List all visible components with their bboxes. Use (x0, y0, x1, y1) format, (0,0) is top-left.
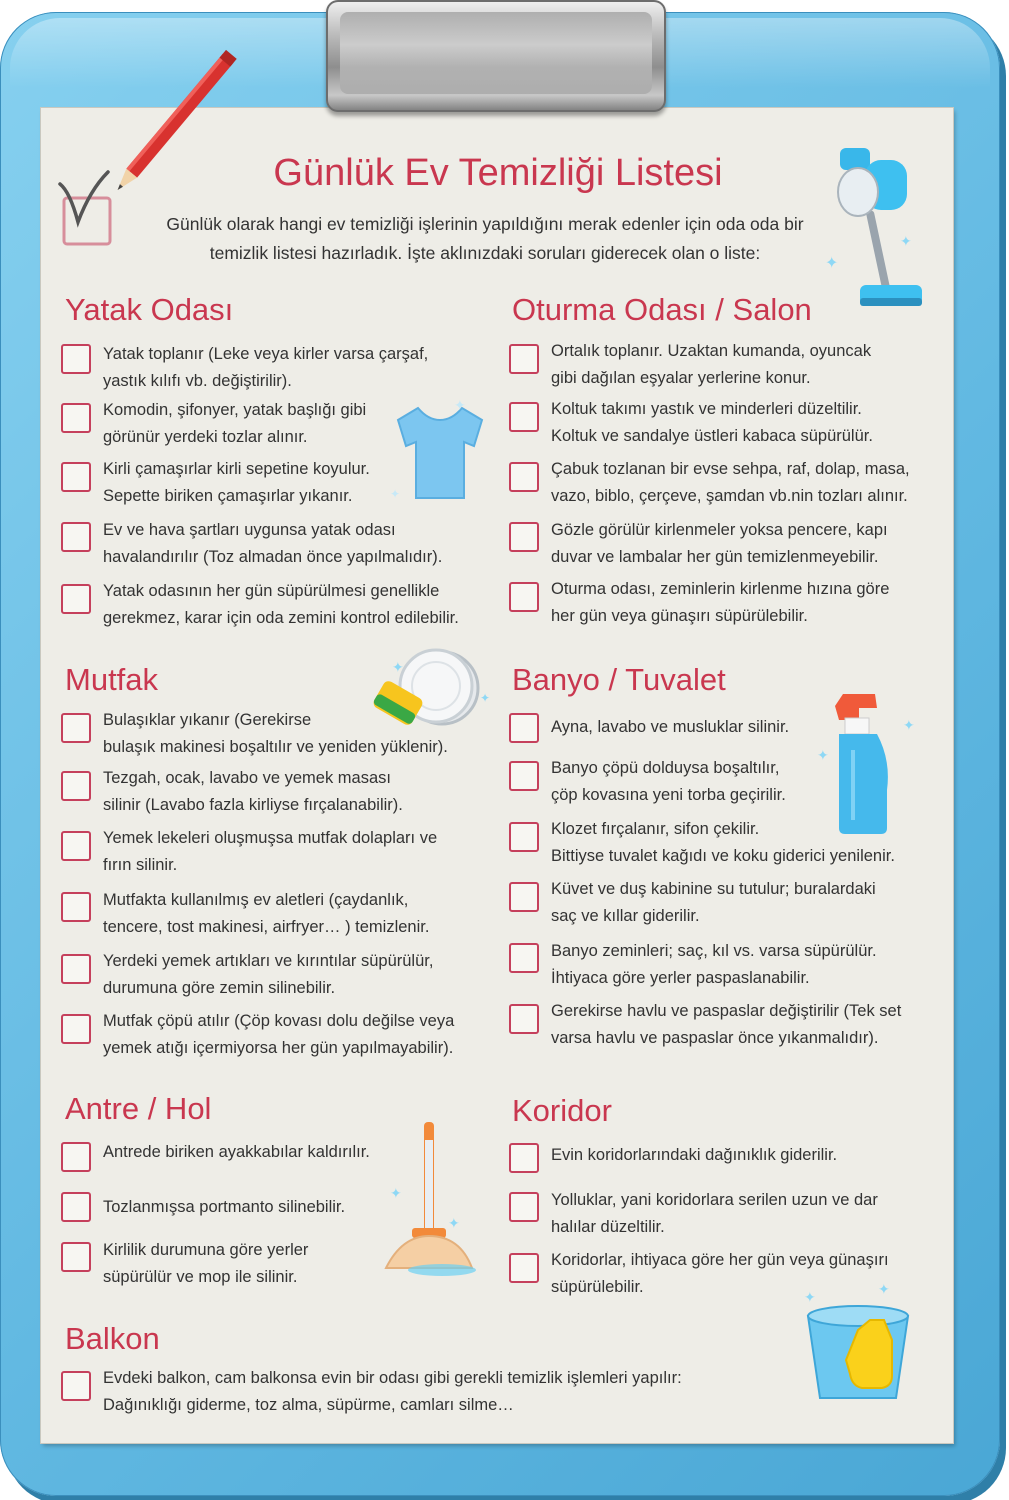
item-label: Klozet fırçalanır, sifon çekilir. Bittiyse tuvalet kağıdı ve koku giderici yenilenir. (551, 820, 895, 865)
list-item (61, 344, 428, 395)
section-title-oturma-odasi: Oturma Odası / Salon (512, 292, 812, 327)
item-label: Tozlanmışsa portmanto silinebilir. (103, 1198, 346, 1216)
checkbox[interactable] (61, 954, 91, 984)
list-item (61, 1192, 345, 1222)
section-title-yatak-odasi: Yatak Odası (65, 292, 234, 327)
item-label: Oturma odası, zeminlerin kirlenme hızına göre her gün veya günaşırı süpürülebilir. (551, 580, 890, 625)
list-item (61, 954, 433, 1002)
item-label: Antrede biriken ayakkabılar kaldırılır. (103, 1143, 370, 1161)
list-item (61, 462, 370, 510)
svg-text:✦: ✦ (390, 487, 401, 501)
checkbox[interactable] (509, 1253, 539, 1283)
list-item (61, 1142, 370, 1172)
checkbox[interactable] (61, 831, 91, 861)
item-label: Ev ve hava şartları uygunsa yatak odası havalandırılır (Toz almadan önce yapılmalıdır). (103, 521, 443, 566)
list-item (509, 1192, 878, 1241)
checkbox[interactable] (509, 1143, 539, 1173)
item-label: Yerdeki yemek artıkları ve kırıntılar süpürülür, durumuna göre zemin silinebilir. (103, 952, 434, 997)
item-label: Koridorlar, ihtiyaca göre her gün veya günaşırı süpürülebilir. (551, 1251, 889, 1296)
list-item (61, 831, 437, 879)
checkbox[interactable] (509, 822, 539, 852)
checkbox[interactable] (509, 713, 539, 743)
svg-text:✦: ✦ (390, 1186, 402, 1202)
list-item (61, 892, 429, 941)
checkbox[interactable] (509, 522, 539, 552)
list-item (509, 462, 910, 510)
list-item (61, 1014, 454, 1062)
item-label: Gerekirse havlu ve paspaslar değiştirilir (Tek set varsa havlu ve paspaslar önce yıkanmalıdır). (551, 1002, 902, 1047)
svg-text:✦: ✦ (448, 1216, 460, 1232)
section-title-balkon: Balkon (65, 1321, 160, 1356)
item-label: Banyo zeminleri; saç, kıl vs. varsa süpürülür. İhtiyaca göre yerler paspaslanabilir. (551, 942, 877, 987)
checkbox[interactable] (61, 771, 91, 801)
checkbox[interactable] (61, 1014, 91, 1044)
checkbox[interactable] (61, 462, 91, 492)
svg-text:✦: ✦ (900, 234, 912, 250)
list-item (509, 882, 876, 930)
svg-text:✦: ✦ (392, 660, 404, 676)
item-label: Komodin, şifonyer, yatak başlığı gibi görünür yerdeki tozlar alınır. (103, 401, 367, 446)
checkbox[interactable] (509, 402, 539, 432)
checkbox[interactable] (61, 344, 91, 374)
item-label: Gözle görülür kirlenmeler yoksa pencere, kapı duvar ve lambalar her gün temizlenmeyebilir. (551, 521, 888, 566)
list-item (61, 522, 442, 571)
checkbox[interactable] (509, 462, 539, 492)
section-title-antre: Antre / Hol (65, 1091, 212, 1126)
checkbox[interactable] (61, 522, 91, 552)
checkbox[interactable] (61, 1192, 91, 1222)
list-item (509, 1143, 837, 1173)
checkbox[interactable] (61, 584, 91, 614)
item-label: Ayna, lavabo ve musluklar silinir. (551, 718, 790, 736)
item-label: Küvet ve duş kabinine su tutulur; buralardaki saç ve kıllar giderilir. (551, 880, 876, 925)
list-item (61, 1242, 308, 1291)
item-label: Banyo çöpü dolduysa boşaltılır, çöp kovasına yeni torba geçirilir. (551, 759, 786, 804)
item-label: Kirlilik durumuna göre yerler süpürülür ve mop ile silinir. (103, 1241, 309, 1286)
list-item (509, 344, 871, 392)
checkbox[interactable] (61, 1242, 91, 1272)
item-label: Evin koridorlarındaki dağınıklık giderilir. (551, 1146, 838, 1164)
section-title-banyo: Banyo / Tuvalet (512, 662, 726, 697)
item-label: Yolluklar, yani koridorlara serilen uzun ve dar halılar düzeltilir. (551, 1191, 878, 1236)
item-label: Bulaşıklar yıkanır (Gerekirse bulaşık makinesi boşaltılır ve yeniden yüklenir). (103, 711, 448, 756)
list-item (509, 582, 889, 630)
svg-text:✦: ✦ (480, 691, 491, 705)
checkbox[interactable] (61, 1142, 91, 1172)
list-item (61, 403, 366, 451)
svg-text:✦: ✦ (804, 1290, 816, 1306)
checkbox[interactable] (61, 403, 91, 433)
section-title-koridor: Koridor (512, 1093, 612, 1128)
item-label: Yemek lekeleri oluşmuşsa mutfak dolapları ve fırın silinir. (103, 829, 438, 874)
list-item (509, 822, 895, 870)
clipboard-clip (326, 0, 666, 112)
checkbox[interactable] (509, 1192, 539, 1222)
svg-text:✦: ✦ (825, 253, 839, 272)
mop-icon (372, 1118, 482, 1283)
page-title: Günlük Ev Temizliği Listesi (273, 152, 723, 194)
list-item (509, 713, 789, 743)
tshirt-icon (388, 388, 488, 503)
item-label: Tezgah, ocak, lavabo ve yemek masası silinir (Lavabo fazla kirliyse fırçalanabilir). (103, 769, 403, 814)
intro-text: Günlük olarak hangi ev temizliği işlerinin yapıldığını merak edenler için oda oda bir temizlik listesi hazırladık. İşte aklınızdaki soruları giderecek olan o liste: (166, 214, 804, 263)
checkbox[interactable] (509, 1004, 539, 1034)
checkbox[interactable] (509, 943, 539, 973)
list-item (61, 713, 448, 761)
item-label: Mutfak çöpü atılır (Çöp kovası dolu değilse veya yemek atığı içermiyorsa her gün yapılmayabilir). (103, 1012, 455, 1057)
list-item (61, 1371, 682, 1419)
item-label: Kirli çamaşırlar kirli sepetine koyulur. Sepette biriken çamaşırlar yıkanır. (103, 460, 370, 505)
item-label: Koltuk takımı yastık ve minderleri düzeltilir. Koltuk ve sandalye üstleri kabaca süpürülür. (551, 400, 873, 445)
svg-text:✦: ✦ (903, 718, 915, 734)
checkbox[interactable] (509, 344, 539, 374)
list-item (509, 1253, 889, 1301)
checkbox[interactable] (61, 1371, 91, 1401)
checkbox[interactable] (61, 892, 91, 922)
list-item (61, 771, 403, 819)
item-label: Mutfakta kullanılmış ev aletleri (çaydanlık, tencere, tost makinesi, airfryer… ) temizlenir. (103, 891, 430, 936)
checkbox[interactable] (509, 582, 539, 612)
checkbox[interactable] (509, 761, 539, 791)
svg-text:✦: ✦ (454, 398, 466, 414)
item-label: Yatak odasının her gün süpürülmesi genellikle gerekmez, karar için oda zemini kontrol edilebilir. (103, 582, 459, 627)
list-item (509, 1004, 901, 1052)
item-label: Evdeki balkon, cam balkonsa evin bir odası gibi gerekli temizlik işlemleri yapılır: Dağınıklığı giderme, toz alma, süpürme, camları silme… (103, 1369, 682, 1414)
checkbox[interactable] (509, 882, 539, 912)
section-title-mutfak: Mutfak (65, 662, 159, 697)
svg-text:✦: ✦ (817, 748, 829, 764)
item-label: Yatak toplanır (Leke veya kirler varsa çarşaf, yastık kılıfı vb. değiştirilir). (103, 345, 429, 390)
list-item (509, 761, 786, 809)
list-item (509, 402, 873, 450)
item-label: Ortalık toplanır. Uzaktan kumanda, oyuncak gibi dağılan eşyalar yerlerine konur. (551, 342, 872, 387)
list-item (61, 584, 459, 632)
checkbox[interactable] (61, 713, 91, 743)
list-item (509, 522, 888, 571)
item-label: Çabuk tozlanan bir evse sehpa, raf, dolap, masa, vazo, biblo, çerçeve, şamdan vb.nin tozları alınır. (551, 460, 910, 505)
list-item (509, 943, 877, 992)
svg-text:✦: ✦ (878, 1282, 890, 1298)
